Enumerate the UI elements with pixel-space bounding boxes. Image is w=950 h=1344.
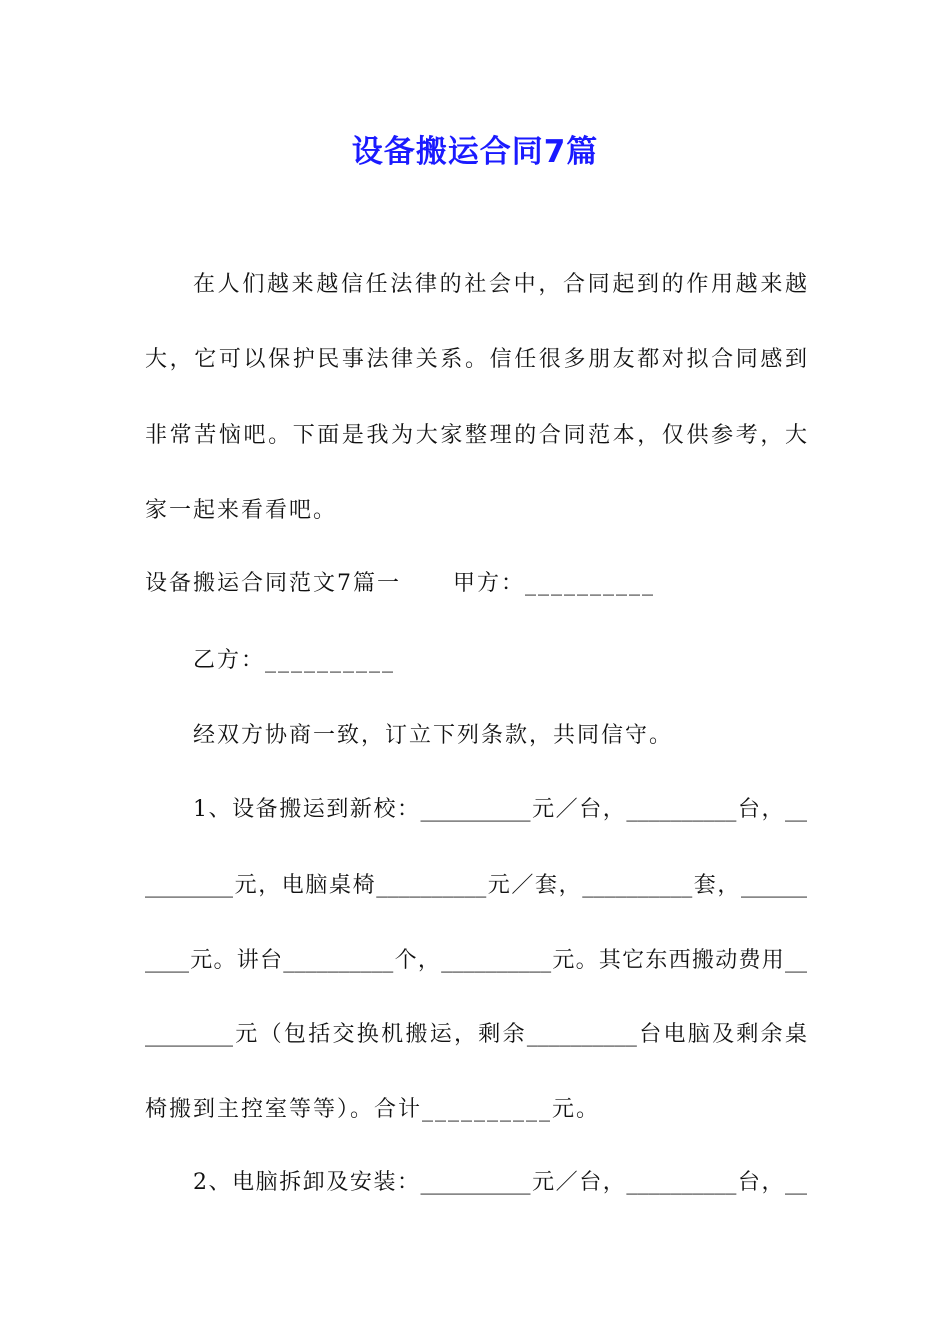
section-heading: 设备搬运合同范文7篇一 — [145, 571, 401, 596]
intro-line-3: 非常苦恼吧。下面是我为大家整理的合同范本，仅供参考，大 — [145, 423, 807, 448]
agreement-text: 经双方协商一致，订立下列条款，共同信守。 — [193, 723, 674, 748]
clause1-line-4: ________元（包括交换机搬运，剩余__________台电脑及剩余桌 — [145, 1022, 807, 1047]
clause1-line-3: ____元。讲台__________个，__________元。其它东西搬动费用__ — [145, 948, 807, 973]
party-b-field: 乙方：__________ — [193, 648, 396, 673]
party-a-field: 甲方：__________ — [453, 571, 656, 596]
section-heading-row — [145, 566, 807, 602]
clause1-line-1: 1、设备搬运到新校：__________元／台，__________台，__ — [193, 797, 807, 822]
document-title: 设备搬运合同7篇 — [351, 134, 599, 170]
intro-line-4: 家一起来看看吧。 — [145, 498, 338, 523]
intro-line-2: 大，它可以保护民事法律关系。信任很多朋友都对拟合同感到 — [145, 347, 807, 372]
clause1-line-5: 椅搬到主控室等等）。合计__________元。 — [145, 1097, 601, 1122]
clause2-line-1: 2、电脑拆卸及安装：__________元／台，__________台，__ — [193, 1170, 807, 1195]
intro-line-1: 在人们越来越信任法律的社会中，合同起到的作用越来越 — [193, 272, 807, 297]
clause1-line-2: ________元，电脑桌椅__________元／套，__________套，______ — [145, 873, 807, 898]
